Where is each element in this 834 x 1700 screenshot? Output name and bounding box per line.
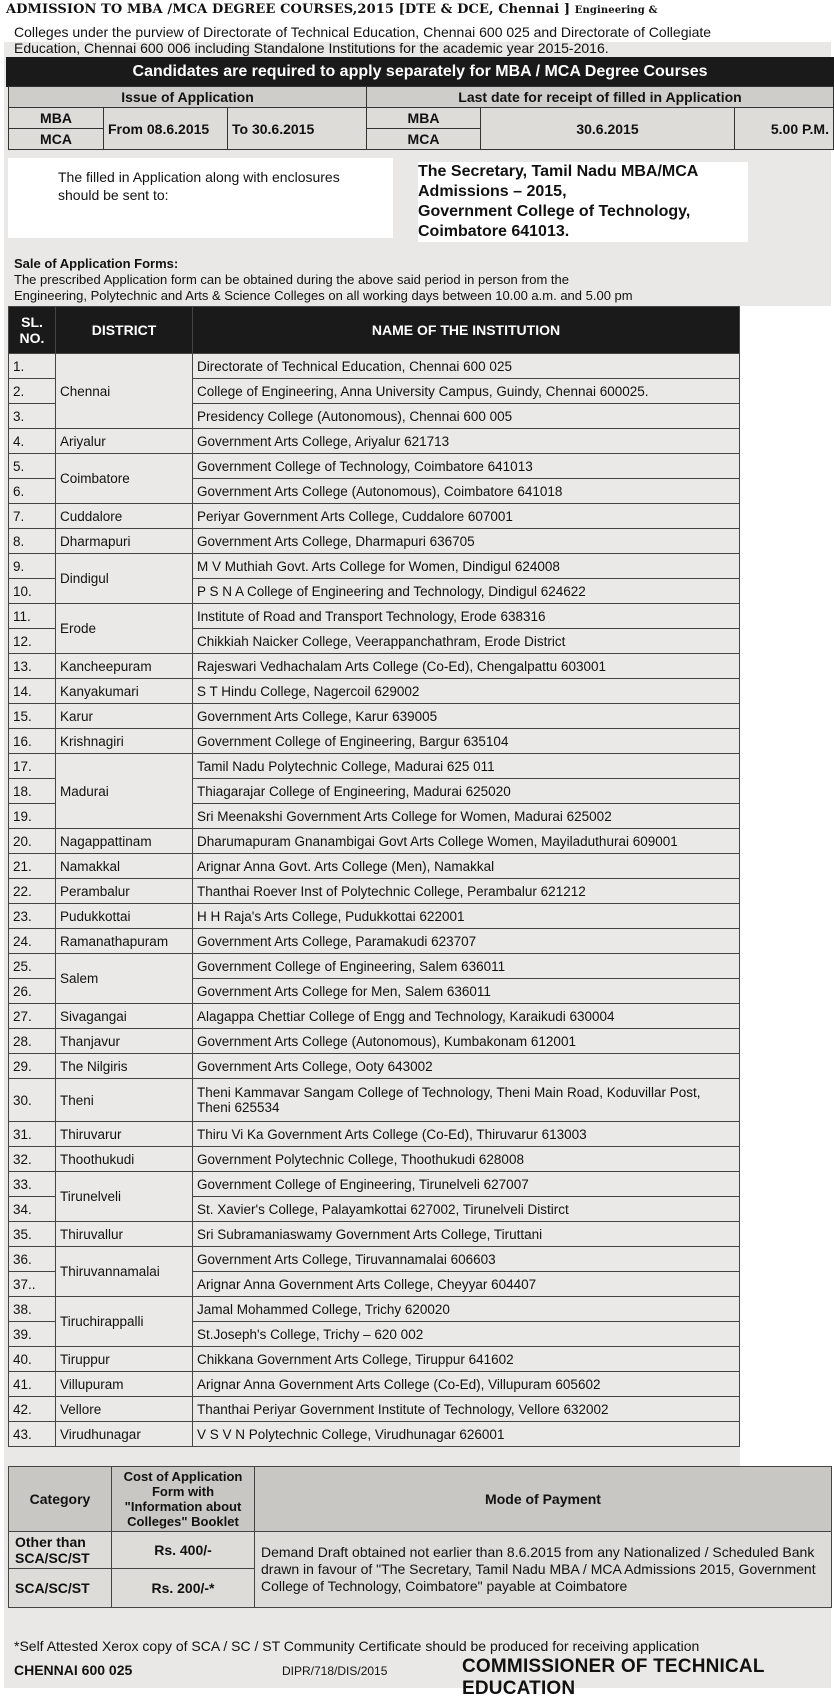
row-institution: Chikkana Government Arts College, Tiruppur 641602 — [193, 1347, 740, 1372]
row-district: Kanyakumari — [56, 679, 193, 704]
page-title: ADMISSION TO MBA /MCA DEGREE COURSES,2015 [DTE & DCE, Chennai ] Engineering & — [6, 2, 658, 17]
row-district: Vellore — [56, 1397, 193, 1422]
row-sl-no: 28. — [9, 1029, 56, 1054]
row-district: Cuddalore — [56, 504, 193, 529]
row-district: Theni — [56, 1079, 193, 1122]
footer-ref: DIPR/718/DIS/2015 — [282, 1664, 388, 1678]
table-row — [9, 604, 740, 629]
table-row — [9, 1297, 740, 1322]
row-institution: Government Arts College, Ooty 643002 — [193, 1054, 740, 1079]
issue-mca: MCA — [9, 129, 104, 150]
row-sl-no: 43. — [9, 1422, 56, 1447]
row-sl-no: 15. — [9, 704, 56, 729]
row-institution: Tamil Nadu Polytechnic College, Madurai 625 011 — [193, 754, 740, 779]
cost-sc-st: Rs. 200/-* — [112, 1569, 255, 1608]
table-row — [9, 529, 740, 554]
row-sl-no: 21. — [9, 854, 56, 879]
sale-text-1: The prescribed Application form can be obtained during the above said period in person from the — [14, 272, 570, 287]
issue-to-date: To 30.6.2015 — [228, 108, 367, 150]
row-institution: Directorate of Technical Education, Chennai 600 025 — [193, 354, 740, 379]
row-sl-no: 13. — [9, 654, 56, 679]
row-sl-no: 3. — [9, 404, 56, 429]
cost-general: Rs. 400/- — [112, 1532, 255, 1569]
row-institution: Government College of Engineering, Tirunelveli 627007 — [193, 1172, 740, 1197]
row-institution: Thanthai Roever Inst of Polytechnic College, Perambalur 621212 — [193, 879, 740, 904]
row-institution: Thiagarajar College of Engineering, Madurai 625020 — [193, 779, 740, 804]
row-sl-no: 22. — [9, 879, 56, 904]
row-district: Pudukkottai — [56, 904, 193, 929]
row-district: Dindigul — [56, 554, 193, 604]
row-institution: Thiru Vi Ka Government Arts College (Co-Ed), Thiruvarur 613003 — [193, 1122, 740, 1147]
row-sl-no: 2. — [9, 379, 56, 404]
row-sl-no: 18. — [9, 779, 56, 804]
table-row — [9, 1422, 740, 1447]
issue-from-date: From 08.6.2015 — [104, 108, 228, 150]
row-sl-no: 30. — [9, 1079, 56, 1122]
row-institution: Presidency College (Autonomous), Chennai 600 005 — [193, 404, 740, 429]
row-district: Tirunelveli — [56, 1172, 193, 1222]
row-district: Sivagangai — [56, 1004, 193, 1029]
table-row — [9, 954, 740, 979]
row-sl-no: 19. — [9, 804, 56, 829]
row-sl-no: 29. — [9, 1054, 56, 1079]
sale-of-forms — [14, 256, 824, 304]
row-sl-no: 35. — [9, 1222, 56, 1247]
table-row — [9, 879, 740, 904]
row-sl-no: 38. — [9, 1297, 56, 1322]
row-institution: Periyar Government Arts College, Cuddalore 607001 — [193, 504, 740, 529]
row-district: Ariyalur — [56, 429, 193, 454]
row-institution: Government Arts College, Ariyalur 621713 — [193, 429, 740, 454]
table-row — [9, 679, 740, 704]
table-row — [9, 929, 740, 954]
row-institution: Government College of Technology, Coimbatore 641013 — [193, 454, 740, 479]
row-district: Perambalur — [56, 879, 193, 904]
row-district: Salem — [56, 954, 193, 1004]
row-sl-no: 6. — [9, 479, 56, 504]
table-row — [9, 504, 740, 529]
last-date-mba: MBA — [367, 108, 481, 129]
table-row — [9, 754, 740, 779]
row-sl-no: 42. — [9, 1397, 56, 1422]
row-sl-no: 8. — [9, 529, 56, 554]
row-institution: Government Arts College, Dharmapuri 636705 — [193, 529, 740, 554]
row-institution: Alagappa Chettiar College of Engg and Technology, Karaikudi 630004 — [193, 1004, 740, 1029]
table-row — [9, 1372, 740, 1397]
address-line: The Secretary, Tamil Nadu MBA/MCA — [418, 163, 699, 180]
table-row — [9, 1172, 740, 1197]
table-row — [9, 704, 740, 729]
row-district: Ramanathapuram — [56, 929, 193, 954]
row-institution: Government Arts College, Karur 639005 — [193, 704, 740, 729]
row-district: Erode — [56, 604, 193, 654]
row-sl-no: 27. — [9, 1004, 56, 1029]
sale-heading: Sale of Application Forms: — [14, 256, 179, 271]
table-row — [9, 1122, 740, 1147]
row-district: Kancheepuram — [56, 654, 193, 679]
apply-separately-banner: Candidates are required to apply separately for MBA / MCA Degree Courses — [6, 57, 834, 87]
row-institution: Government Arts College (Autonomous), Kumbakonam 612001 — [193, 1029, 740, 1054]
table-row — [9, 1079, 740, 1122]
table-row — [9, 829, 740, 854]
row-district: Tiruchirappalli — [56, 1297, 193, 1347]
category-sc-st: SCA/SC/ST — [9, 1569, 112, 1608]
row-sl-no: 1. — [9, 354, 56, 379]
row-institution: Sri Meenakshi Government Arts College for Women, Madurai 625002 — [193, 804, 740, 829]
row-sl-no: 26. — [9, 979, 56, 1004]
row-institution: M V Muthiah Govt. Arts College for Women, Dindigul 624008 — [193, 554, 740, 579]
cost-header: Cost of Application Form with "Information about Colleges" Booklet — [112, 1467, 255, 1532]
row-sl-no: 5. — [9, 454, 56, 479]
row-institution: St. Xavier's College, Palayamkottai 627002, Tirunelveli Distirct — [193, 1197, 740, 1222]
table-row — [9, 429, 740, 454]
header-line-1: Colleges under the purview of Directorate of Technical Education, Chennai 600 025 and Directorate of Collegiate — [14, 24, 712, 40]
table-row — [9, 904, 740, 929]
mode-header: Mode of Payment — [255, 1467, 832, 1532]
row-institution: St.Joseph's College, Trichy – 620 002 — [193, 1322, 740, 1347]
footer-city: CHENNAI 600 025 — [14, 1662, 133, 1678]
row-district: Madurai — [56, 754, 193, 829]
row-institution: Government Arts College for Men, Salem 636011 — [193, 979, 740, 1004]
row-institution: P S N A College of Engineering and Technology, Dindigul 624622 — [193, 579, 740, 604]
table-row — [9, 1147, 740, 1172]
row-sl-no: 4. — [9, 429, 56, 454]
row-sl-no: 39. — [9, 1322, 56, 1347]
row-district: Krishnagiri — [56, 729, 193, 754]
table-row — [9, 1222, 740, 1247]
header-district: DISTRICT — [56, 307, 193, 354]
row-institution: Rajeswari Vedhachalam Arts College (Co-Ed), Chengalpattu 603001 — [193, 654, 740, 679]
row-district: Villupuram — [56, 1372, 193, 1397]
sale-text-2: Engineering, Polytechnic and Arts & Science Colleges on all working days between 10.00 a.m. and 5.00 pm — [14, 288, 633, 303]
payment-table — [8, 1466, 832, 1608]
row-sl-no: 11. — [9, 604, 56, 629]
table-row — [9, 729, 740, 754]
table-row — [9, 1029, 740, 1054]
row-institution: Government College of Engineering, Bargur 635104 — [193, 729, 740, 754]
institution-table — [8, 306, 740, 1447]
header — [0, 0, 834, 42]
row-district: Thanjavur — [56, 1029, 193, 1054]
row-institution: S T Hindu College, Nagercoil 629002 — [193, 679, 740, 704]
row-district: Namakkal — [56, 854, 193, 879]
row-sl-no: 37.. — [9, 1272, 56, 1297]
address-line: Admissions – 2015, — [418, 183, 567, 200]
row-institution: Chikkiah Naicker College, Veerappanchathram, Erode District — [193, 629, 740, 654]
table-row — [9, 1397, 740, 1422]
category-header: Category — [9, 1467, 112, 1532]
row-sl-no: 14. — [9, 679, 56, 704]
right-margin — [740, 306, 834, 1466]
row-sl-no: 10. — [9, 579, 56, 604]
table-row — [9, 654, 740, 679]
row-sl-no: 20. — [9, 829, 56, 854]
table-row — [9, 854, 740, 879]
table-row — [9, 554, 740, 579]
table-row — [9, 1054, 740, 1079]
row-sl-no: 12. — [9, 629, 56, 654]
row-sl-no: 25. — [9, 954, 56, 979]
row-institution: V S V N Polytechnic College, Virudhunagar 626001 — [193, 1422, 740, 1447]
row-institution: Arignar Anna Government Arts College (Co-Ed), Villupuram 605602 — [193, 1372, 740, 1397]
send-to-address — [418, 162, 748, 242]
row-district: Chennai — [56, 354, 193, 429]
row-sl-no: 24. — [9, 929, 56, 954]
category-general: Other than SCA/SC/ST — [9, 1532, 112, 1569]
row-sl-no: 33. — [9, 1172, 56, 1197]
row-district: Thiruvarur — [56, 1122, 193, 1147]
row-district: Dharmapuri — [56, 529, 193, 554]
row-district: Karur — [56, 704, 193, 729]
header-sl-no: SL. NO. — [9, 307, 56, 354]
row-institution: Thanthai Periyar Government Institute of Technology, Vellore 632002 — [193, 1397, 740, 1422]
row-sl-no: 32. — [9, 1147, 56, 1172]
issue-mba: MBA — [9, 108, 104, 129]
row-district: The Nilgiris — [56, 1054, 193, 1079]
footer-authority: COMMISSIONER OF TECHNICAL EDUCATION — [462, 1656, 765, 1699]
header-institution: NAME OF THE INSTITUTION — [193, 307, 740, 354]
table-row — [9, 354, 740, 379]
row-sl-no: 31. — [9, 1122, 56, 1147]
row-institution: Jamal Mohammed College, Trichy 620020 — [193, 1297, 740, 1322]
last-date-header: Last date for receipt of filled in Application — [367, 87, 834, 108]
last-date-mca: MCA — [367, 129, 481, 150]
row-district: Tiruppur — [56, 1347, 193, 1372]
row-institution: Sri Subramaniaswamy Government Arts College, Tiruttani — [193, 1222, 740, 1247]
row-district: Virudhunagar — [56, 1422, 193, 1447]
row-sl-no: 16. — [9, 729, 56, 754]
row-sl-no: 36. — [9, 1247, 56, 1272]
last-date-value: 30.6.2015 — [481, 108, 735, 150]
table-row — [9, 1004, 740, 1029]
row-institution: Arignar Anna Government Arts College, Cheyyar 604407 — [193, 1272, 740, 1297]
table-row — [9, 454, 740, 479]
row-institution: Government Arts College (Autonomous), Coimbatore 641018 — [193, 479, 740, 504]
row-institution: Government College of Engineering, Salem 636011 — [193, 954, 740, 979]
row-district: Nagappattinam — [56, 829, 193, 854]
address-line: Coimbatore 641013. — [418, 223, 570, 240]
certificate-note: *Self Attested Xerox copy of SCA / SC / ST Community Certificate should be produced for receiving application — [14, 1638, 700, 1654]
last-date-time: 5.00 P.M. — [735, 108, 834, 150]
row-sl-no: 40. — [9, 1347, 56, 1372]
row-sl-no: 7. — [9, 504, 56, 529]
row-institution: College of Engineering, Anna University Campus, Guindy, Chennai 600025. — [193, 379, 740, 404]
row-sl-no: 9. — [9, 554, 56, 579]
issue-schedule-table — [8, 86, 834, 150]
send-to-section — [8, 158, 834, 248]
row-institution: Arignar Anna Govt. Arts College (Men), Namakkal — [193, 854, 740, 879]
header-line-2: Education, Chennai 600 006 including Standalone Institutions for the academic year 2015-2016. — [14, 40, 609, 56]
row-district: Coimbatore — [56, 454, 193, 504]
row-sl-no: 41. — [9, 1372, 56, 1397]
row-sl-no: 17. — [9, 754, 56, 779]
row-institution: H H Raja's Arts College, Pudukkottai 622001 — [193, 904, 740, 929]
row-institution: Government Arts College, Paramakudi 623707 — [193, 929, 740, 954]
row-institution: Dharumapuram Gnanambigai Govt Arts College Women, Mayiladuthurai 609001 — [193, 829, 740, 854]
row-institution: Government Polytechnic College, Thoothukudi 628008 — [193, 1147, 740, 1172]
payment-mode: Demand Draft obtained not earlier than 8.6.2015 from any Nationalized / Scheduled Bank drawn in favour of "The Secretary, Tamil Nadu MBA / MCA Admissions 2015, Government College of Technology, Coimbatore" payable at Coimbatore — [255, 1532, 832, 1608]
row-sl-no: 34. — [9, 1197, 56, 1222]
row-sl-no: 23. — [9, 904, 56, 929]
address-line: Government College of Technology, — [418, 203, 691, 220]
row-district: Thoothukudi — [56, 1147, 193, 1172]
send-to-label: The filled in Application along with enclosures should be sent to: — [58, 169, 340, 203]
row-district: Thiruvallur — [56, 1222, 193, 1247]
table-row — [9, 1347, 740, 1372]
issue-header: Issue of Application — [9, 87, 367, 108]
row-institution: Institute of Road and Transport Technology, Erode 638316 — [193, 604, 740, 629]
row-district: Thiruvannamalai — [56, 1247, 193, 1297]
row-institution: Government Arts College, Tiruvannamalai 606603 — [193, 1247, 740, 1272]
table-row — [9, 1247, 740, 1272]
row-institution: Theni Kammavar Sangam College of Technology, Theni Main Road, Koduvillar Post, Theni 625534 — [193, 1079, 740, 1122]
